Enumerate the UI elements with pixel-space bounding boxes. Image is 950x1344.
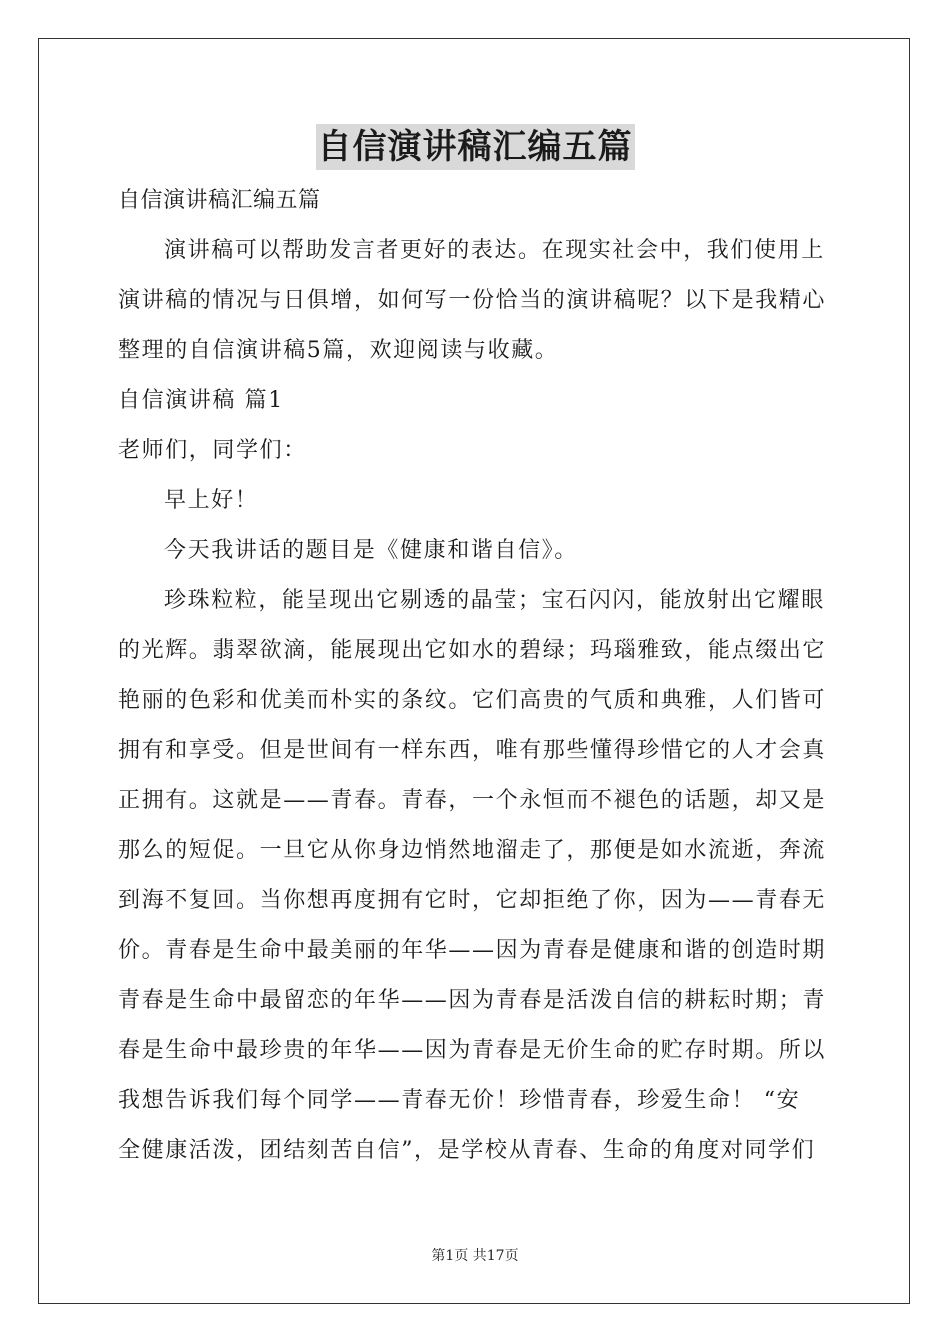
text-line: 早上好！ xyxy=(164,488,259,513)
text-line: 整理的自信演讲稿5篇，欢迎阅读与收藏。 xyxy=(118,338,559,363)
title-area xyxy=(0,124,950,170)
text-line: 青春是生命中最留恋的年华——因为青春是活泼自信的耕耘时期；青 xyxy=(118,988,827,1013)
text-line: 的光辉。翡翠欲滴，能展现出它如水的碧绿；玛瑙雅致，能点缀出它 xyxy=(118,638,827,663)
text-line: 春是生命中最珍贵的年华——因为青春是无价生命的贮存时期。所以 xyxy=(118,1038,827,1063)
text-line: 珍珠粒粒，能呈现出它剔透的晶莹；宝石闪闪，能放射出它耀眼 xyxy=(164,588,825,613)
text-line: 正拥有。这就是——青春。青春，一个永恒而不褪色的话题，却又是 xyxy=(118,788,827,813)
text-line: 演讲稿的情况与日俱增，如何写一份恰当的演讲稿呢？以下是我精心 xyxy=(118,288,827,313)
text-line: 今天我讲话的题目是《健康和谐自信》。 xyxy=(164,538,578,563)
text-line: 自信演讲稿 篇1 xyxy=(118,388,284,413)
text-line: 拥有和享受。但是世间有一样东西，唯有那些懂得珍惜它的人才会真 xyxy=(118,738,827,763)
text-line: 演讲稿可以帮助发言者更好的表达。在现实社会中，我们使用上 xyxy=(164,238,825,263)
text-line: 价。青春是生命中最美丽的年华——因为青春是健康和谐的创造时期 xyxy=(118,938,827,963)
document-subtitle: 自信演讲稿汇编五篇 xyxy=(118,188,321,213)
document-title: 自信演讲稿汇编五篇 xyxy=(316,124,635,170)
text-line: 艳丽的色彩和优美而朴实的条纹。它们高贵的气质和典雅，人们皆可 xyxy=(118,688,827,713)
text-line: 老师们，同学们： xyxy=(118,438,307,463)
text-line: 全健康活泼，团结刻苦自信”，是学校从青春、生命的角度对同学们 xyxy=(118,1138,816,1163)
document-body xyxy=(118,176,834,1176)
page-footer: 第1页 共17页 xyxy=(431,1248,519,1264)
text-line: 到海不复回。当你想再度拥有它时，它却拒绝了你，因为——青春无 xyxy=(118,888,827,913)
text-line: 那么的短促。一旦它从你身边悄然地溜走了，那便是如水流逝，奔流 xyxy=(118,838,827,863)
text-line: 我想告诉我们每个同学——青春无价！珍惜青春，珍爱生命！ “安 xyxy=(118,1088,801,1113)
